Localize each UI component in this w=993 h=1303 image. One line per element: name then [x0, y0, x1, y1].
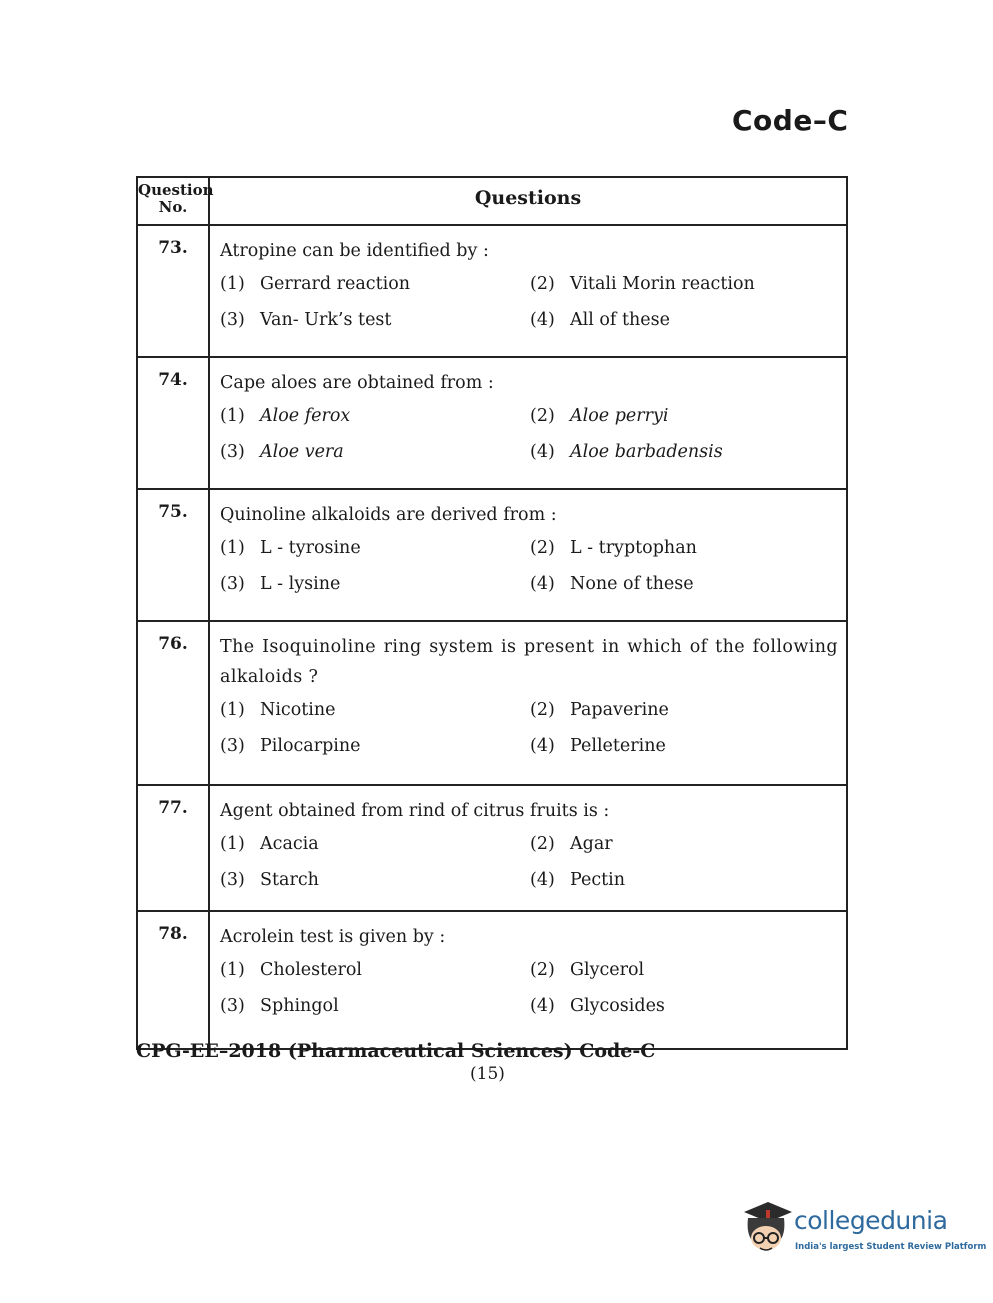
exam-footer: CPG-EE–2018 (Pharmaceutical Sciences) Code-C	[136, 1040, 656, 1062]
option: (1) L - tyrosine	[220, 538, 361, 558]
option: (4) All of these	[530, 310, 670, 330]
option: (3) Pilocarpine	[220, 736, 361, 756]
question-number: 74.	[138, 358, 210, 488]
question-row	[138, 912, 846, 1048]
question-text: Atropine can be identified by :	[220, 241, 489, 261]
page-number: (15)	[470, 1064, 505, 1084]
option: (1) Nicotine	[220, 700, 336, 720]
logo-name: collegedunia	[794, 1206, 948, 1235]
option: (1) Acacia	[220, 834, 319, 854]
option: (2) Vitali Morin reaction	[530, 274, 755, 294]
option: (2) Glycerol	[530, 960, 645, 980]
option: (1) Cholesterol	[220, 960, 363, 980]
option: (3) Van- Urk’s test	[220, 310, 392, 330]
option: (1) Gerrard reaction	[220, 274, 411, 294]
option: (3) L - lysine	[220, 574, 341, 594]
option: (4) Glycosides	[530, 996, 665, 1016]
question-number: 77.	[138, 786, 210, 910]
question-row	[138, 358, 846, 490]
question-number: 75.	[138, 490, 210, 620]
question-row	[138, 490, 846, 622]
question-table	[136, 176, 848, 1050]
option: (4) None of these	[530, 574, 694, 594]
question-number: 73.	[138, 226, 210, 356]
option: (4) Pelleterine	[530, 736, 666, 756]
col-questions-header: Questions	[474, 187, 582, 209]
question-text: Agent obtained from rind of citrus fruits is :	[220, 801, 610, 821]
mascot-icon	[738, 1196, 794, 1260]
option: (3) Starch	[220, 870, 319, 890]
question-text: Cape aloes are obtained from :	[220, 373, 494, 393]
option: (3) Aloe vera	[220, 442, 344, 462]
option: (1) Aloe ferox	[220, 406, 351, 426]
option: (3) Sphingol	[220, 996, 339, 1016]
option: (2) Agar	[530, 834, 613, 854]
question-number: 78.	[138, 912, 210, 1048]
question-number: 76.	[138, 622, 210, 784]
question-row	[138, 786, 846, 912]
table-header	[138, 178, 846, 226]
question-row	[138, 226, 846, 358]
question-text: Acrolein test is given by :	[220, 927, 446, 947]
option: (2) L - tryptophan	[530, 538, 697, 558]
col-question-no-header: Question No.	[138, 178, 210, 224]
question-row	[138, 622, 846, 786]
logo-tagline: India's largest Student Review Platform	[795, 1242, 987, 1252]
option: (4) Aloe barbadensis	[530, 442, 723, 462]
question-text: The Isoquinoline ring system is present in which of the following alkaloids ?	[220, 637, 838, 687]
option: (4) Pectin	[530, 870, 626, 890]
code-header: Code–C	[732, 104, 849, 137]
option: (2) Papaverine	[530, 700, 669, 720]
question-text: Quinoline alkaloids are derived from :	[220, 505, 557, 525]
option: (2) Aloe perryi	[530, 406, 669, 426]
collegedunia-logo	[738, 1196, 987, 1260]
